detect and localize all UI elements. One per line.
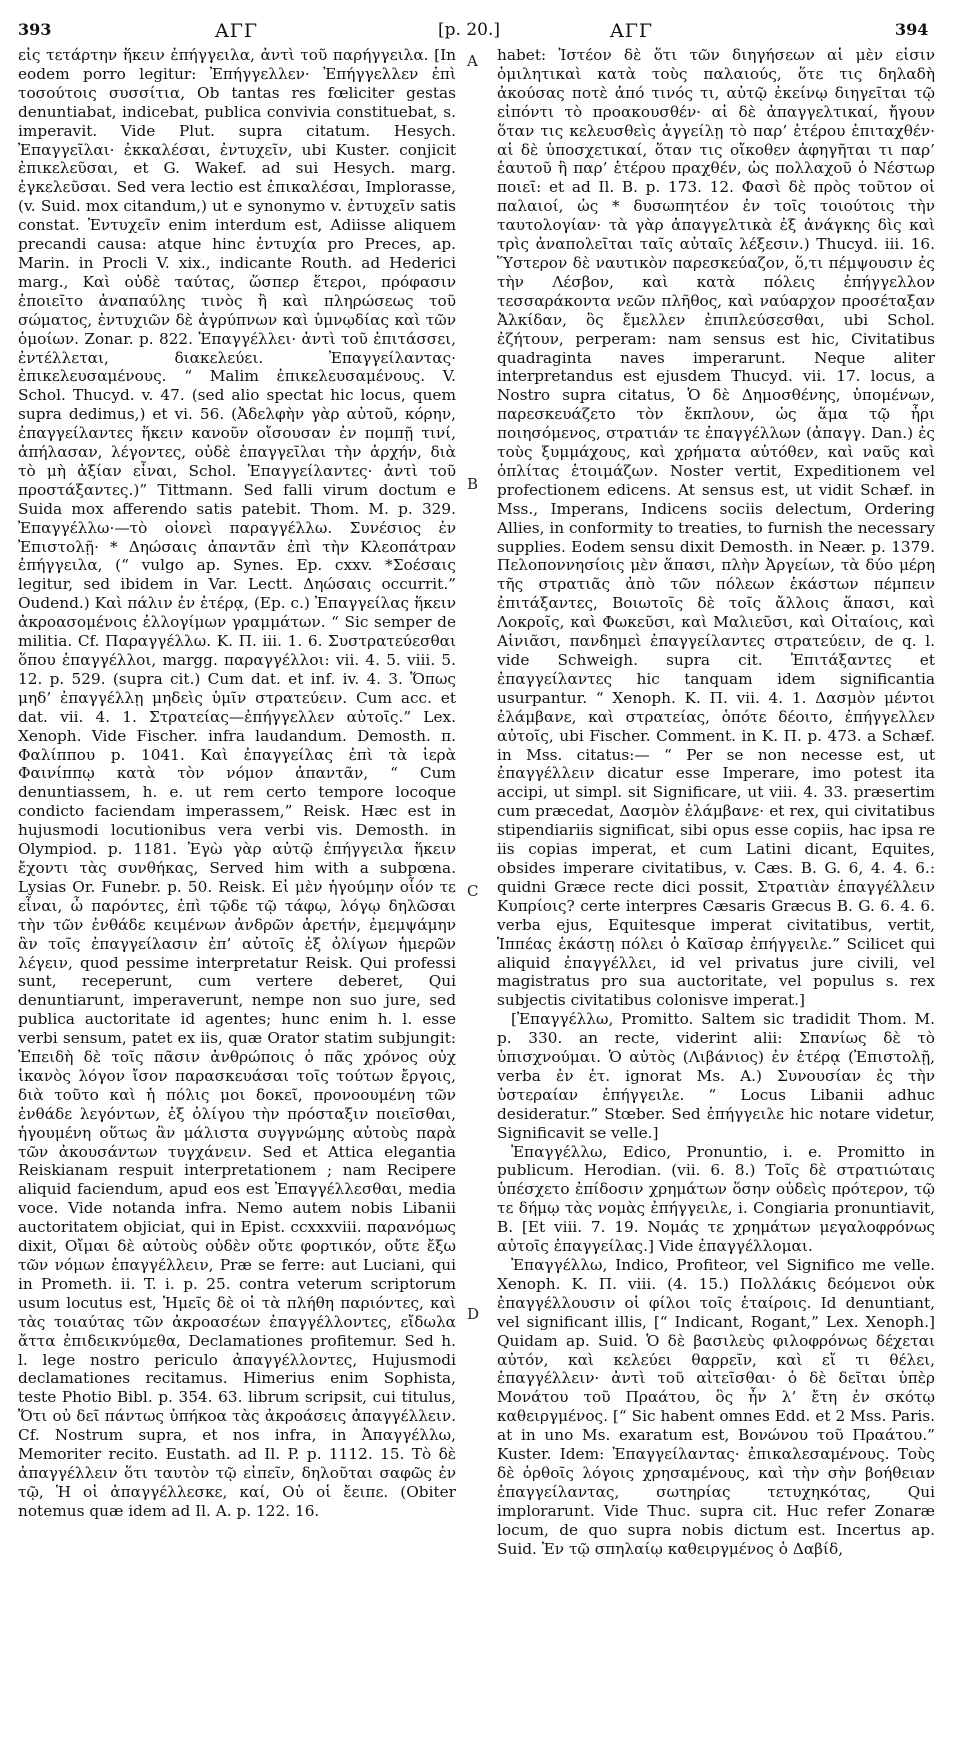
page-number-right: 394 [895,20,929,39]
running-header [0,6,960,46]
right-para-2: [Ἐπαγγέλλω, Promitto. Saltem sic tradidit Thom. M. p. 330. an recte, viderint alii: Σπανίως δὲ τὸ ὑπισχνούμαι. Ὁ αὐτὸς (Λιβάνιος) ἐν ἑτέρᾳ (Ἐπιστολῇ, verba ἐν ἑτ. ignorat Ms. A.) Συνουσίαν ἐς τὴν ὑστεραίαν ἐπήγγειλε. “ Locus Libanii adhuc desideratur.” Stœber. Sed ἐπήγγειλε hic notare videtur, Significavit se velle.] [497,1010,935,1142]
headword-left: ΑΓΓ [215,20,259,42]
column-letter-c: C [467,882,479,900]
right-column [497,46,935,1736]
column-letter-d: D [467,1305,480,1323]
column-letter-b: B [467,475,479,493]
left-column [18,46,456,1736]
right-para-4: Ἐπαγγέλλω, Indico, Profiteor, vel Significo me velle. Xenoph. K. Π. viii. (4. 15.) Πολλάκις δεόμενοι οὐκ ἐπαγγέλλουσιν οἱ φίλοι τοῖς ἑταίροις. Id denuntiant, vel significant illis, [“ Indicant, Rogant,” Lex. Xenoph.] Quidam ap. Suid. Ὁ δὲ βασιλεὺς φιλοφρόνως δέχεται αὐτόν, καὶ κελεύει θαρρεῖν, καὶ εἴ τι θέλει, ἐπαγγέλλειν· ἀντὶ τοῦ αἰτεῖσθαι· ὁ δὲ δεῖται ὑπὲρ Μονάτου τοῦ Πραάτου, ὃς ἦν λ’ ἔτη ἐν σκότῳ καθειργμένος. [“ Sic habent omnes Edd. et 2 Mss. Paris. at in uno Ms. exaratum est, Βονώνου τοῦ Πραάτου.” Kuster. Idem: Ἐπαγγείλαντας· ἐπικαλεσαμένους. Τοὺς δὲ ὀρθοῖς λόγοις χρησαμένους, καὶ τὴν σὴν βοήθειαν ἐπαγγείλαντας, σωτηρίας τετυχηκότας, Qui implorarunt. Vide Thuc. supra cit. Huc refer Zonaræ locum, de quo supra nobis dictum est. Incertus ap. Suid. Ἐν τῷ σπηλαίῳ καθειργμένος ὁ Δαβίδ, [497,1256,935,1558]
right-para-1: habet: Ἰστέον δὲ ὅτι τῶν διηγήσεων αἱ μὲν εἰσιν ὁμιλητικαὶ κατὰ τοὺς παλαιούς, ὅτε τις δηλαδὴ ἀκούσας ποτὲ ἀπό τινός τι, αὐτῷ ἐκείνῳ διηγεῖται τῷ εἰπόντι τὸ προακουσθέν· αἱ δὲ ἀπαγγελτικαί, ἤγουν ὅταν τις κελευσθεὶς ἀγγείλῃ τὸ παρ’ ἑτέρου ἐπιταχθέν· αἱ δὲ ὑποσχετικαί, ὅταν τις οἴκοθεν ἀφηγῆται τι παρ’ ἑαυτοῦ ἢ παρ’ ἑτέρου πραχθέν, ὡς πολλαχοῦ ὁ Νέστωρ ποιεῖ: et ad Il. B. p. 173. 12. Φασὶ δὲ πρὸς τοῦτον οἱ παλαιοί, ὡς * δυσωπητέον ἐν τοῖς τοιούτοις τὴν ταυτολογίαν· τὰ γὰρ ἀπαγγελτικὰ ἐξ ἀνάγκης δὶς καὶ τρὶς ἀναπολεῖται ταῖς αὐταῖς λέξεσιν.) Thucyd. iii. 16. Ὕστερον δὲ ναυτικὸν παρεσκεύαζον, ὅ,τι πέμψουσιν ἐς τὴν Λέσβον, καὶ κατὰ πόλεις ἐπήγγελλον τεσσαράκοντα νεῶν πλῆθος, καὶ ναύαρχον προσέταξαν Ἀλκίδαν, ὃς ἔμελλεν ἐπιπλεύσεσθαι, ubi Schol. ἐζήτουν, perperam: nam sensus est hic, Civitatibus quadraginta naves imperarunt. Neque aliter interpretandus est ejusdem Thucyd. vii. 17. locus, a Nostro supra citatus, Ὁ δὲ Δημοσθένης, ὑπομένων, παρεσκευάζετο τὸν ἔκπλουν, ὡς ἅμα τῷ ἦρι ποιησόμενος, στρατιάν τε ἐπαγγέλλων (ἀπαγγ. Dan.) ἐς τοὺς ξυμμάχους, καὶ χρήματα αὐτόθεν, καὶ ναῦς καὶ ὁπλίτας ἑτοιμάζων. Noster vertit, Expeditionem vel profectionem edicens. At sensus est, ut vidit Schæf. in Mss., Imperans, Indicens sociis delectum, Ordering Allies, in conformity to treaties, to furnish the necessary supplies. Eodem sensu dixit Demosth. in Neær. p. 1379. Πελοποννησίοις μὲν ἅπασι, πλὴν Ἀργείων, τὰ δύο μέρη τῆς στρατιᾶς ἀπὸ τῶν πόλεων ἑκάστων πέμπειν ἐπιτάξαντες, Βοιωτοῖς δὲ τοῖς ἄλλοις ἅπασι, καὶ Λοκροῖς, καὶ Φωκεῦσι, καὶ Μαλιεῦσι, καὶ Οἰταίοις, καὶ Αἰνιᾶσι, πανδημεὶ ἐπαγγείλαντες στρατεύειν, de q. l. vide Schweigh. supra cit. Ἐπιτάξαντες et ἐπαγγείλαντες hic tanquam idem significantia usurpantur. “ Xenoph. K. Π. vii. 4. 1. Δασμὸν μέντοι ἐλάμβανε, καὶ στρατείας, ὁπότε δέοιτο, ἐπήγγελλεν αὐτοῖς, ubi Fischer. Comment. in K. Π. p. 473. a Schæf. in Mss. citatus:— “ Per se non necesse est, ut ἐπαγγέλλειν dicatur esse Imperare, imo potest ita accipi, ut simpl. sit Significare, ut viii. 4. 33. præsertim cum præcedat, Δασμὸν ἐλάμβανε· et rex, qui civitatibus stipendiariis significat, sibi opus esse copiis, hac ipsa re iis copias imperat, et cum Latini dicant, Equites, obsides imperare civitatibus, v. Cæs. B. G. 6, 4. 4. 6.: quidni Græce recte dici possit, Στρατιὰν ἐπαγγέλλειν Κυπρίοις? certe interpres Cæsaris Græcus B. G. 6. 4. 6. verba ejus, Equitesque imperat civitatibus, vertit, Ἱππέας ἑκάστῃ πόλει ὁ Καῖσαρ ἐπήγγειλε.” Scilicet qui aliquid ἐπαγγέλλει, id vel privatus jure civili, vel magistratus pro sua auctoritate, vel populus s. rex subjectis civitatibus colonisve imperat.] [497,46,935,1010]
column-letter-a: A [467,52,478,70]
left-column-text: εἰς τετάρτην ἥκειν ἐπήγγειλα, ἀντὶ τοῦ παρήγγειλα. [In eodem porro legitur: Ἐπήγγελλεν· Ἐπήγγελλεν ἐπὶ τοσούτοις συσσίτια, Ob tantas res fœliciter gestas denuntiabat, indicebat, publica convivia constituebat, s. imperavit. Vide Plut. supra citatum. Hesych. Ἐπαγγεῖλαι· ἐκκαλέσαι, ἐντυχεῖν, ubi Kuster. conjicit ἐπικελεῦσαι, et G. Wakef. ad sui Hesych. marg. ἐγκελεῦσαι. Sed vera lectio est ἐπικαλέσαι, Implorasse, (v. Suid. mox citandum,) ut e synonymo v. ἐντυχεῖν satis constat. Ἐντυχεῖν enim interdum est, Adiisse aliquem precandi causa: atque hinc ἐντυχία pro Preces, ap. Marin. in Procli V. xix., indicante Routh. ad Hederici marg., Καὶ οὐδὲ ταύτας, ὥσπερ ἕτεροι, πρόφασιν ἐποιεῖτο ἀναπαύλης τινὸς ἢ καὶ πληρώσεως τοῦ σώματος, ἐντυχιῶν δὲ ἀγρύπνων καὶ ὑμνῳδίας καὶ τῶν ὁμοίων. Zonar. p. 822. Ἐπαγγέλλει· ἀντὶ τοῦ ἐπιτάσσει, ἐντέλλεται, διακελεύει. Ἐπαγγείλαντας· ἐπικελευσαμένους. “ Malim ἐπικελευσαμένους. V. Schol. Thucyd. v. 47. (sed alio spectat hic locus, quem supra dedimus,) et vi. 56. (Ἀδελφὴν γὰρ αὐτοῦ, κόρην, ἐπαγγείλαντες ἥκειν κανοῦν οἴσουσαν ἐν πομπῇ τινί, ἀπήλασαν, λέγοντες, οὐδὲ ἐπαγγεῖλαι τὴν ἀρχήν, διὰ τὸ μὴ ἀξίαν εἶναι, Schol. Ἐπαγγείλαντες· ἀντὶ τοῦ προστάξαντες.)” Tittmann. Sed falli virum doctum e Suida mox afferendo satis patebit. Thom. M. p. 329. Ἐπαγγέλλω·—τὸ οἱονεὶ παραγγέλλω. Συνέσιος ἐν Ἐπιστολῇ· * Δηώσαις ἀπαντᾶν ἐπὶ τὴν Κλεοπάτραν ἐπήγγειλα, (“ vulgo ap. Synes. Ep. cxxv. *Σοέσαις legitur, sed ibidem in Var. Lectt. Δηώσαις occurrit.” Oudend.) Καὶ πάλιν ἐν ἑτέρᾳ, (Ep. c.) Ἐπαγγείλας ἥκειν ἀκροασομένοις ἐλλογίμων γραμμάτων. “ Sic semper de militia. Cf. Παραγγέλλω. Κ. Π. iii. 1. 6. Συστρατεύεσθαι ὅπου ἐπαγγέλλοι, margg. παραγγέλλοι: vii. 4. 5. viii. 5. 12. p. 529. (supra cit.) Cum dat. et inf. iv. 4. 3. Ὅπως μηδ’ ἐπαγγέλλῃ μηδεὶς ὑμῖν στρατεύειν. Cum acc. et dat. vii. 4. 1. Στρατείας—ἐπήγγελλεν αὐτοῖς.” Lex. Xenoph. Vide Fischer. infra laudandum. Demosth. π. Φαλίππου p. 1041. Καὶ ἐπαγγείλας ἐπὶ τὰ ἱερὰ Φαινίππῳ κατὰ τὸν νόμον ἀπαντᾶν, “ Cum denuntiassem, h. e. ut rem certo tempore locoque condicto faciendam imperassem,” Reisk. Hæc est in hujusmodi locutionibus vera verbi vis. Demosth. in Olympiod. p. 1181. Ἐγὼ γὰρ αὐτῷ ἐπήγγειλα ἥκειν ἔχοντι τὰς συνθήκας, Served him with a subpœna. Lysias Or. Funebr. p. 50. Reisk. Εἰ μὲν ἡγούμην οἷόν τε εἶναι, ὦ παρόντες, ἐπὶ τῷδε τῷ τάφῳ, λόγῳ δηλῶσαι τὴν τῶν ἐνθάδε κειμένων ἀνδρῶν ἀρετήν, ἐμεμψάμην ἂν τοῖς ἐπαγγείλασιν ἐπ’ αὐτοῖς ἐξ ὀλίγων ἡμερῶν λέγειν, quod pessime interpretatur Reisk. Qui professi sunt, receperunt, cum vertere deberet, Qui denuntiarunt, imperaverunt, nempe non suo jure, sed publica auctoritate id agentes; hunc enim h. l. esse verbi sensum, patet ex iis, quæ Orator statim subjungit: Ἐπειδὴ δὲ τοῖς πᾶσιν ἀνθρώποις ὁ πᾶς χρόνος οὐχ ἱκανὸς λόγον ἴσον παρασκευάσαι τοῖς τούτων ἔργοις, διὰ τοῦτο καὶ ἡ πόλις μοι δοκεῖ, προνοουμένη τῶν ἐνθάδε λεγόντων, ἐξ ὀλίγου τὴν πρόσταξιν ποιεῖσθαι, ἡγουμένη οὕτως ἂν μάλιστα συγγνώμης αὐτοὺς παρὰ τῶν ἀκουσάντων τυγχάνειν. Sed et Attica elegantia Reiskianam respuit interpretationem ; nam Recipere aliquid faciendum, apud eos est Ἐπαγγέλλεσθαι, media voce. Vide notanda infra. Nemo autem nobis Libanii auctoritatem objiciat, qui in Epist. ccxxxviii. παρανόμως dixit, Οἴμαι δὲ αὐτοὺς οὐδὲν οὔτε φορτικόν, οὔτε ἔξω τῶν νόμων ἐπαγγέλλειν, Præ se ferre: aut Luciani, qui in Prometh. ii. T. i. p. 25. contra veterum scriptorum usum locutus est, Ἡμεῖς δὲ οἱ τὰ πλήθη παριόντες, καὶ τὰς τοιαύτας τῶν ἀκροασέων ἐπαγγέλλοντες, εἴδωλα ἄττα ἐπιδεικνύμεθα, Declamationes profitemur. Sed h. l. lege nostro periculo ἀπαγγέλλοντες, Hujusmodi declamationes recitamus. Himerius enim Sophista, teste Photio Bibl. p. 354. 63. librum scripsit, cui titulus, Ὅτι οὐ δεῖ πάντως ὑπήκοα τὰς ἀκροάσεις ἀπαγγέλλειν. Cf. Nostrum supra, et nos infra, in Ἀπαγγέλλω, Memoriter recito. Eustath. ad Il. P. p. 1112. 15. Τὸ δὲ ἀπαγγέλλειν ὅτι ταυτὸν τῷ εἰπεῖν, δηλοῦται σαφῶς ἐν τῷ, Ἡ οἱ ἀπαγγέλλεσκε, καί, Οὐ οἱ ἔειπε. (Obiter notemus quæ idem ad Il. A. p. 122. 16. [18,46,456,1520]
headword-right: ΑΓΓ [610,20,654,42]
page-number-left: 393 [18,20,52,39]
right-para-3: Ἐπαγγέλλω, Edico, Pronuntio, i. e. Promitto in publicum. Herodian. (vii. 6. 8.) Τοῖς δὲ στρατιώταις ὑπέσχετο ἐπίδοσιν χρημάτων ὅσην οὐδεὶς πρότερον, τῷ τε δήμῳ τὰς νομὰς ἐπήγγειλε, i. Congiaria pronuntiavit, B. [Et viii. 7. 19. Νομάς τε χρημάτων μεγαλοφρόνως αὐτοῖς ἐπαγγείλας.] Vide ἐπαγγέλλομαι. [497,1142,935,1256]
bracket-page-ref: [p. 20.] [438,20,500,40]
